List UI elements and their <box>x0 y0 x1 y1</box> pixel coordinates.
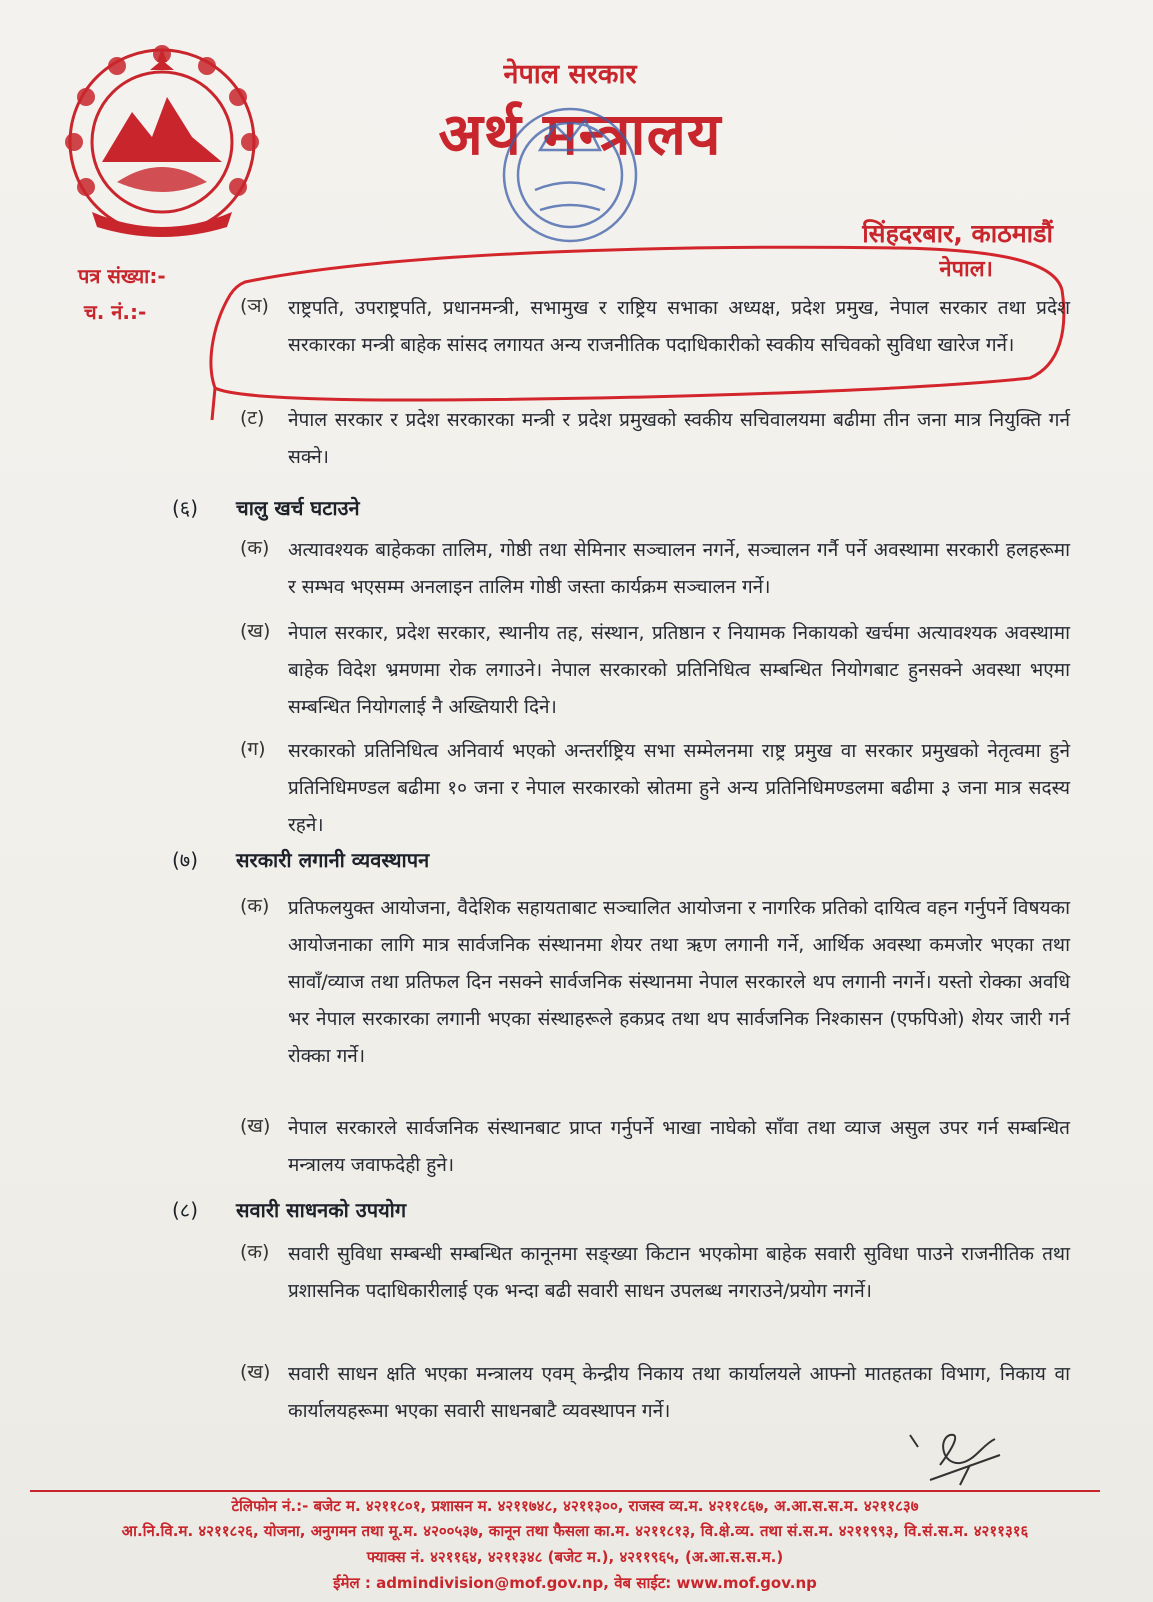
letter-number-label: पत्र संख्या:- <box>78 264 166 288</box>
footer-telephone: टेलिफोन नं.:- बजेट म. ४२११८०१, प्रशासन म. ४२११७४८, ४२११३००, राजस्व व्य.म. ४२११८६७, अ.आ.स.स.म. ४२११८३७ <box>231 1497 919 1515</box>
section-number: (८) <box>172 1198 199 1222</box>
clause-text: प्रतिफलयुक्त आयोजना, वैदेशिक सहायताबाट सञ्चालित आयोजना र नागरिक प्रतिको दायित्व वहन गर्नुपर्ने विषयका आयोजनाका लागि मात्र सार्वजनिक संस्थानमा शेयर तथा ऋण लगानी गर्ने, आर्थिक अवस्था कमजोर भएका तथा सावाँ/व्याज तथा प्रतिफल दिन नसक्ने सार्वजनिक संस्थानमा नेपाल सरकारले थप लगानी नगर्ने। यस्तो रोक्का अवधि भर नेपाल सरकारका लगानी भएका संस्थाहरूले हकप्रद तथा थप सार्वजनिक निश्कासन (एफपिओ) शेयर जारी गर्न रोक्का गर्ने। <box>288 897 1070 1067</box>
clause-text: सरकारको प्रतिनिधित्व अनिवार्य भएको अन्तर्राष्ट्रिय सभा सम्मेलनमा राष्ट्र प्रमुख वा सरकार प्रमुखको नेतृत्वमा हुने प्रतिनिधिमण्डल बढीमा १० जना र नेपाल सरकारको स्रोतमा हुने अन्य प्रतिनिधिमण्डलमा बढीमा ३ जना मात्र सदस्य रहने। <box>288 740 1070 836</box>
footer-email-website: ईमेल : admindivision@mof.gov.np, वेब साईट: www.mof.gov.np <box>333 1574 817 1592</box>
clause-ta <box>240 402 1070 476</box>
clause-nya <box>240 290 1070 364</box>
clause-marker: (ग) <box>240 738 266 760</box>
clause-text: सवारी सुविधा सम्बन्धी सम्बन्धित कानूनमा सङ्ख्या किटान भएकोमा बाहेक सवारी सुविधा पाउने राजनीतिक तथा प्रशासनिक पदाधिकारीलाई एक भन्दा बढी सवारी साधन उपलब्ध नगराउने/प्रयोग नगर्ने। <box>288 1243 1070 1302</box>
footer-divider <box>30 1490 1100 1492</box>
section-number: (७) <box>172 848 199 872</box>
clause-marker: (ख) <box>240 1115 271 1137</box>
clause-marker: (क) <box>240 1241 270 1263</box>
section-heading-8 <box>172 1196 406 1223</box>
address-line-1: सिंहदरबार, काठमाडौं <box>862 219 1053 248</box>
office-stamp-icon <box>495 95 645 255</box>
section-title: सवारी साधनको उपयोग <box>236 1198 407 1222</box>
clause-6-ga <box>240 733 1070 844</box>
footer-fax: फ्याक्स नं. ४२११६४, ४२११३४८ (बजेट म.), ४२११९६५, (अ.आ.स.स.म.) <box>366 1548 784 1566</box>
section-title: चालु खर्च घटाउने <box>236 496 360 520</box>
clause-7-ka <box>240 890 1070 1075</box>
section-heading-6 <box>172 494 360 521</box>
clause-text: नेपाल सरकार, प्रदेश सरकार, स्थानीय तह, संस्थान, प्रतिष्ठान र नियामक निकायको खर्चमा अत्यावश्यक अवस्थामा बाहेक विदेश भ्रमणमा रोक लगाउने। नेपाल सरकारको प्रतिनिधित्व सम्बन्धित नियोगबाट हुनसक्ने अवस्था भएमा सम्बन्धित नियोगलाई नै अख्तियारी दिने। <box>288 622 1070 718</box>
section-number: (६) <box>172 496 199 520</box>
nepal-government-emblem-icon <box>62 42 262 242</box>
clause-marker: (ख) <box>240 1361 271 1383</box>
section-heading-7 <box>172 846 429 873</box>
government-name: नेपाल सरकार <box>503 59 637 90</box>
clause-marker: (ट) <box>240 407 265 429</box>
dispatch-number-label: च. नं.:- <box>84 300 147 324</box>
clause-text: सवारी साधन क्षति भएका मन्त्रालय एवम् केन्द्रीय निकाय तथा कार्यालयले आफ्नो मातहतका विभाग, निकाय वा कार्यालयहरूमा भएका सवारी साधनबाटै व्यवस्थापन गर्ने। <box>288 1363 1070 1422</box>
signature-icon <box>900 1425 1010 1495</box>
clause-8-kha <box>240 1356 1070 1430</box>
clause-8-ka <box>240 1236 1070 1310</box>
clause-text: नेपाल सरकार र प्रदेश सरकारका मन्त्री र प्रदेश प्रमुखको स्वकीय सचिवालयमा बढीमा तीन जना मात्र नियुक्ति गर्न सक्ने। <box>288 409 1070 468</box>
clause-6-kha <box>240 615 1070 726</box>
footer-telephone-2: आ.नि.वि.म. ४२११८२६, योजना, अनुगमन तथा मू.म. ४२००५३७, कानून तथा फैसला का.म. ४२११८१३, वि.क्षे.व्य. तथा सं.स.म. ४२११९९३, वि.सं.स.म. ४२११३१६ <box>121 1522 1029 1540</box>
ministry-name: अर्थ मन्त्रालय <box>438 100 722 168</box>
clause-marker: (ख) <box>240 620 271 642</box>
clause-marker: (क) <box>240 895 270 917</box>
clause-6-ka <box>240 532 1070 606</box>
clause-7-kha <box>240 1110 1070 1184</box>
address-line-2: नेपाल। <box>939 257 993 282</box>
clause-text: अत्यावश्यक बाहेकका तालिम, गोष्ठी तथा सेमिनार सञ्चालन नगर्ने, सञ्चालन गर्नै पर्ने अवस्थामा सरकारी हलहरूमा र सम्भव भएसम्म अनलाइन तालिम गोष्ठी जस्ता कार्यक्रम सञ्चालन गर्ने। <box>288 539 1070 598</box>
clause-marker: (ञ) <box>240 295 269 317</box>
clause-marker: (क) <box>240 537 270 559</box>
clause-text: राष्ट्रपति, उपराष्ट्रपति, प्रधानमन्त्री, सभामुख र राष्ट्रिय सभाका अध्यक्ष, प्रदेश प्रमुख, नेपाल सरकार तथा प्रदेश सरकारका मन्त्री बाहेक सांसद लगायत अन्य राजनीतिक पदाधिकारीको स्वकीय सचिवको सुविधा खारेज गर्ने। <box>288 297 1070 356</box>
section-title: सरकारी लगानी व्यवस्थापन <box>236 848 430 872</box>
clause-text: नेपाल सरकारले सार्वजनिक संस्थानबाट प्राप्त गर्नुपर्ने भाखा नाघेको साँवा तथा व्याज असुल उपर गर्न सम्बन्धित मन्त्रालय जवाफदेही हुने। <box>288 1117 1070 1176</box>
